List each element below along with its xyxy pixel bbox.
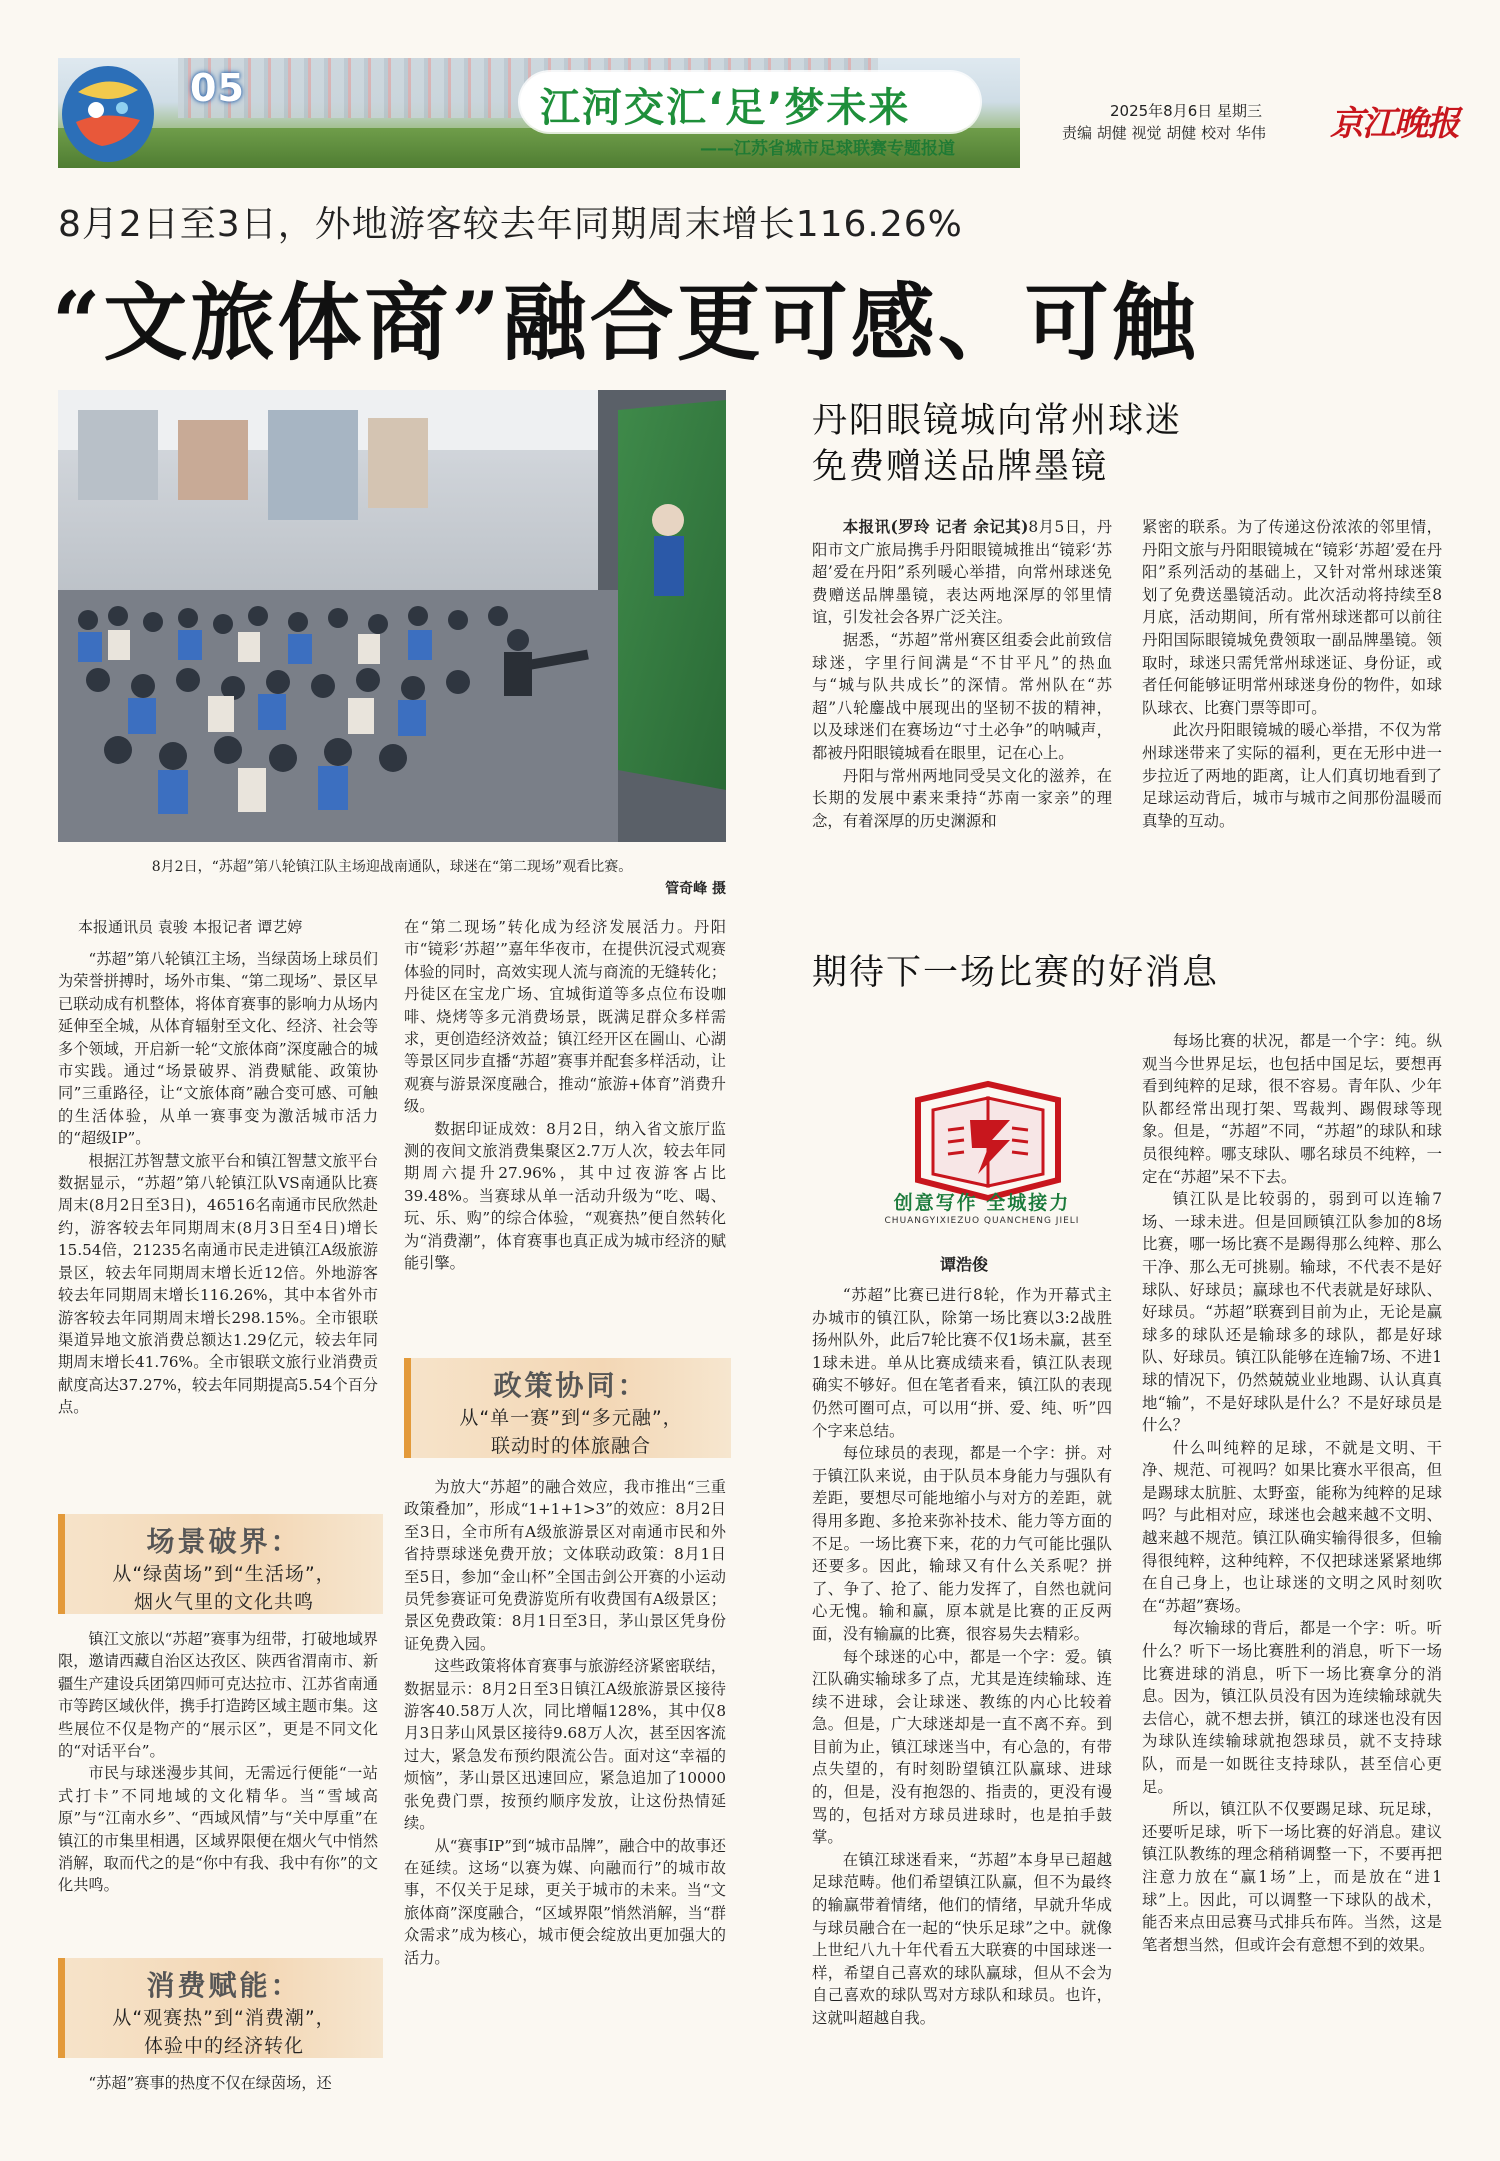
issue-date: 2025年8月6日 星期三 (1110, 102, 1263, 120)
article3-col1 (812, 1284, 1112, 2030)
headline-line: 免费赠送品牌墨镜 (812, 447, 1109, 487)
main-article-col1 (58, 948, 378, 1419)
subhead-line: 从“绿茵场”到“生活场”， (112, 1563, 336, 1585)
paragraph: 这些政策将体育赛事与旅游经济紧密联结，数据显示：8月2日至3日镇江A级旅游景区接待游客40.58万人次，同比增幅128%，其中仅8月3日茅山风景区接待9.68万人次，甚至因客流过大，紧急发布预约限流公告。面对这“幸福的烦恼”，茅山景区迅速回应，紧急追加了10000张免费门票，按预约顺序发放，让这份热情延续。 (404, 1657, 726, 1833)
main-article-col2-sub3 (404, 1476, 726, 1969)
subhead-scene-breakthrough (58, 1514, 383, 1614)
paragraph: 所以，镇江队不仅要踢足球、玩足球，还要听足球，听下一场比赛的好消息。建议镇江队教练的理念稍稍调整一下，不要再把注意力放在“赢1场”上，而是放在“进1球”上。因此，可以调整一下球队的战术，能否来点田忌赛马式排兵布阵。当然，这是笔者想当然，但或许会有意想不到的效果。 (1142, 1800, 1442, 1954)
subhead-line: 烟火气里的文化共鸣 (133, 1591, 314, 1613)
paragraph: 什么叫纯粹的足球，不就是文明、干净、规范、可视吗？如果比赛水平很高，但是踢球太肮脏、太野蛮，能称为纯粹的足球吗？与此相对应，球迷也会越来越不文明、越来越不规范。镇江队确实输得很多，但输得很纯粹，这种纯粹，不仅把球迷紧紧地绑在自己身上，也让球迷的文明之风时刻吹在“苏超”赛场。 (1142, 1438, 1442, 1615)
main-article-col1-sub1 (58, 1628, 378, 1897)
paragraph: 紧密的联系。为了传递这份浓浓的邻里情，丹阳文旅与丹阳眼镜城在“镜彩‘苏超’爱在丹阳”系列活动的基础上，又针对常州球迷策划了免费送墨镜活动。此次活动将持续至8月底，活动期间，所有常州球迷都可以前往丹阳国际眼镜城免费领取一副品牌墨镜。领取时，球迷只需凭常州球迷证、身份证，或者任何能够证明常州球迷身份的物件，如球队球衣、比赛门票等即可。 (1142, 518, 1442, 717)
subhead-line: 从“单一赛”到“多元融”， (459, 1407, 683, 1429)
article3-headline: 期待下一场比赛的好消息 (812, 953, 1220, 993)
subhead-title: 政策协同： (493, 1369, 649, 1402)
main-article-col1-sub2 (58, 2072, 378, 2094)
article2-byline: 本报讯(罗玲 记者 余记其) (842, 518, 1029, 536)
main-article-col2 (404, 916, 726, 1275)
subhead-consumption (58, 1958, 383, 2058)
caption-text: 8月2日，“苏超”第八轮镇江队主场迎战南通队，球迷在“第二现场”观看比赛。 (151, 859, 633, 875)
paragraph: 据悉，“苏超”常州赛区组委会此前致信球迷，字里行间满是“不甘平凡”的热血与“城与队共成长”的深情。常州队在“苏超”八轮鏖战中展现出的坚韧不拔的精神，以及球迷们在赛场边“寸土必争”的呐喊声，都被丹阳眼镜城看在眼里，记在心上。 (812, 630, 1112, 762)
paragraph: 每场比赛的状况，都是一个字：纯。纵观当今世界足坛，也包括中国足坛，要想再看到纯粹的足球，很不容易。青年队、少年队都经常出现打架、骂裁判、踢假球等现象。但是，“苏超”不同，“苏超”的球队和球员很纯粹。哪支球队、哪名球员不纯粹，一定在“苏超”呆不下去。 (1142, 1032, 1442, 1186)
paragraph: 每位球员的表现，都是一个字：拼。对于镇江队来说，由于队员本身能力与强队有差距，要想尽可能地缩小与对方的差距，就得用多跑、多抢来弥补技术、能力等方面的不足。一场比赛下来，花的力气可能比强队还要多。因此，输球又有什么关系呢？拼了、争了、抢了、能力发挥了，自然也就问心无愧。输和赢，原本就是比赛的正反两面，没有输赢的比赛，很容易失去精彩。 (812, 1444, 1112, 1643)
emblem-slogan: 创意写作 全城接力 (893, 1192, 1071, 1214)
emblem-pinyin: CHUANGYIXIEZUO QUANCHENG JIELI (884, 1216, 1080, 1226)
photo-caption (58, 856, 726, 900)
paragraph: 每个球迷的心中，都是一个字：爱。镇江队确实输球多了点，尤其是连续输球、连续不进球，会让球迷、教练的内心比较着急。但是，广大球迷却是一直不离不弃。到目前为止，镇江球迷当中，有心急的，有带点失望的，有时刻盼望镇江队赢球、进球的，但是，没有抱怨的、指责的，更没有谩骂的，包括对方球员进球时，也是拍手鼓掌。 (812, 1647, 1112, 1847)
paragraph: 数据印证成效：8月2日，纳入省文旅厅监测的夜间文旅消费集聚区2.7万人次，较去年同期周六提升27.96%，其中过夜游客占比39.48%。当赛球从单一活动升级为“吃、喝、玩、乐、购”的综合体验，“观赛热”便自然转化为“消费潮”，体育赛事也真正成为城市经济的赋能引擎。 (404, 1119, 726, 1273)
headline-line: 丹阳眼镜城向常州球迷 (812, 401, 1183, 441)
paragraph: 丹阳与常州两地同受吴文化的滋养，在长期的发展中素来秉持“苏南一家亲”的理念，有着深厚的历史渊源和 (812, 766, 1112, 830)
subhead-title: 场景破界： (146, 1525, 302, 1558)
paragraph: “苏超”第八轮镇江主场，当绿茵场上球员们为荣誉拼搏时，场外市集、“第二现场”、景区早已联动成有机整体，将体育赛事的影响力从场内延伸至全城，从体育辐射至文化、经济、社会等多个领域，开启新一轮“文旅体商”深度融合的城市实践。通过“场景破界、消费赋能、政策协同”三重路径，让“文旅体商”融合变可感、可触的生活体验，从单一赛事变为激活城市活力的“超级IP”。 (58, 950, 378, 1148)
paragraph: 在镇江球迷看来，“苏超”本身早已超越足球范畴。他们希望镇江队赢，但不为最终的输赢带着情绪，他们的情绪，早就升华成与球员融合在一起的“快乐足球”之中。就像上世纪八九十年代看五大联赛的中国球迷一样，希望自己喜欢的球队赢球，但从不会为自己喜欢的球队骂对方球队和球员。也许，这就叫超越自我。 (812, 1850, 1112, 2027)
headline-kicker: 8月2日至3日，外地游客较去年同期周末增长116.26% (58, 204, 963, 245)
newspaper-masthead: 京江晚报 (1330, 104, 1458, 144)
article2-headline (812, 398, 1182, 490)
paragraph: 镇江文旅以“苏超”赛事为纽带，打破地域界限，邀请西藏自治区达孜区、陕西省渭南市、新疆生产建设兵团第四师可克达拉市、江苏省南通市等跨区域伙伴，携手打造跨区域主题市集。这些展位不仅是物产的“展示区”，更是不同文化的“对话平台”。 (58, 1630, 378, 1761)
article2-col1 (812, 516, 1112, 832)
photo-credit: 管奇峰 摄 (665, 881, 726, 897)
section-subtitle: ——江苏省城市足球联赛专题报道 (700, 139, 955, 159)
subhead-line: 联动时的体旅融合 (490, 1435, 651, 1457)
editor-credits: 责编 胡健 视觉 胡健 校对 华伟 (1062, 124, 1266, 142)
subhead-policy (404, 1358, 731, 1458)
league-logo-icon (58, 62, 158, 166)
article3-col2 (1142, 1030, 1442, 1956)
paragraph: 镇江队是比较弱的，弱到可以连输7场、一球未进。但是回顾镇江队参加的8场比赛，哪一场比赛不是踢得那么纯粹、那么干净、那么无可挑剔。输球，不代表不是好球队、好球员；赢球也不代表就是好球队、好球员。“苏超”联赛到目前为止，无论是赢球多的球队还是输球多的球队，都是好球队、好球员。镇江队能够在连输7场、不进1球的情况下，仍然兢兢业业地踢、认认真真地“输”，不是好球队是什么？不是好球员是什么？ (1142, 1190, 1442, 1435)
paragraph: “苏超”赛事的热度不仅在绿茵场，还 (88, 2074, 332, 2092)
paragraph: 此次丹阳眼镜城的暖心举措，不仅为常州球迷带来了实际的福利，更在无形中进一步拉近了两地的距离，让人们真切地看到了足球运动背后，城市与城市之间那份温暖而真挚的互动。 (1142, 721, 1442, 830)
main-article-byline: 本报通讯员 袁骏 本报记者 谭艺婷 (78, 918, 303, 936)
section-title: 江河交汇‘足’梦未来 (540, 85, 911, 131)
page-number: 05 (190, 66, 245, 110)
paragraph: 每次输球的背后，都是一个字：听。听什么？听下一场比赛胜利的消息，听下一场比赛进球的消息，听下一场比赛拿分的消息。因为，镇江队员没有因为连续输球就失去信心，就不想去拼，镇江的球迷也没有因为球队连续输球就抱怨球员，就不支持球队，而是一如既往支持球队，甚至信心更足。 (1142, 1619, 1442, 1796)
paragraph-text: 8月5日，丹阳市文广旅局携手丹阳眼镜城推出“镜彩‘苏超’爱在丹阳”系列暖心举措，向常州球迷免费赠送品牌墨镜，表达两地深厚的邻里情谊，引发社会各界广泛关注。 (812, 518, 1112, 627)
main-headline: “文旅体商”融合更可感、可触 (52, 273, 1199, 372)
crowd-photo-illustration (58, 390, 726, 842)
paragraph: 市民与球迷漫步其间，无需远行便能“一站式打卡”不同地域的文化精华。当“雪域高原”与“江南水乡”、“西域风情”与“关中厚重”在镇江的市集里相遇，区域界限便在烟火气中悄然消解，取而代之的是“你中有我、我中有你”的文化共鸣。 (58, 1764, 378, 1895)
paragraph: 在“第二现场”转化成为经济发展活力。丹阳市“镜彩‘苏超’”嘉年华夜市，在提供沉浸式观赛体验的同时，高效实现人流与商流的无缝转化；丹徒区在宝龙广场、宜城街道等多点位布设咖啡、烧烤等多元消费场景，既满足群众多样需求，更创造经济效益；镇江经开区在圌山、心湖等景区同步直播“苏超”赛事并配套多样活动，让观赛与游景深度融合，推动“旅游+体育”消费升级。 (404, 918, 726, 1116)
paragraph: 根据江苏智慧文旅平台和镇江智慧文旅平台数据显示，“苏超”第八轮镇江队VS南通队比赛周末(8月2日至3日)，46516名南通市民欣然赴约，游客较去年同期周末(8月3日至4日)增长15.54倍，21235名南通市民走进镇江A级旅游景区，较去年同期周末增长近12倍。外地游客较去年同期周末增长116.26%，其中本省外市游客较去年同期周末增长298.15%。全市银联渠道异地文旅消费总额达1.29亿元，较去年同期周末增长41.76%。全市银联文旅行业消费贡献度高达37.27%，较去年同期提高5.54个百分点。 (58, 1151, 378, 1417)
subhead-line: 体验中的经济转化 (143, 2035, 304, 2057)
article2-col2 (1142, 516, 1442, 832)
paragraph (812, 516, 1112, 629)
article3-author: 谭浩俊 (940, 1255, 989, 1274)
subhead-title: 消费赋能： (146, 1969, 302, 2002)
writing-relay-emblem-icon (888, 1070, 1088, 1260)
paragraph: 为放大“苏超”的融合效应，我市推出“三重政策叠加”，形成“1+1+1>3”的效应：8月2日至3日，全市所有A级旅游景区对南通市民和外省持票球迷免费开放；文体联动政策：8月1日至5日，参加“金山杯”全国击剑公开赛的小运动员凭参赛证可免费游览所有收费国有A级景区；景区免费政策：8月1日至3日，茅山景区凭身份证免费入园。 (404, 1478, 726, 1653)
paragraph: “苏超”比赛已进行8轮，作为开幕式主办城市的镇江队，除第一场比赛以3:2战胜扬州队外，此后7轮比赛不仅1场未赢，甚至1球未进。单从比赛成绩来看，镇江队表现确实不够好。但在笔者看来，镇江队的表现仍然可圈可点，可以用“拼、爱、纯、听”四个字来总结。 (812, 1286, 1112, 1440)
paragraph: 从“赛事IP”到“城市品牌”，融合中的故事还在延续。这场“以赛为媒、向融而行”的城市故事，不仅关于足球，更关于城市的未来。当“文旅体商”深度融合，“区域界限”悄然消解，当“群众需求”成为核心，城市便会绽放出更加强大的活力。 (404, 1836, 726, 1967)
stadium-fans-photo (58, 390, 726, 842)
subhead-line: 从“观赛热”到“消费潮”， (112, 2007, 336, 2029)
